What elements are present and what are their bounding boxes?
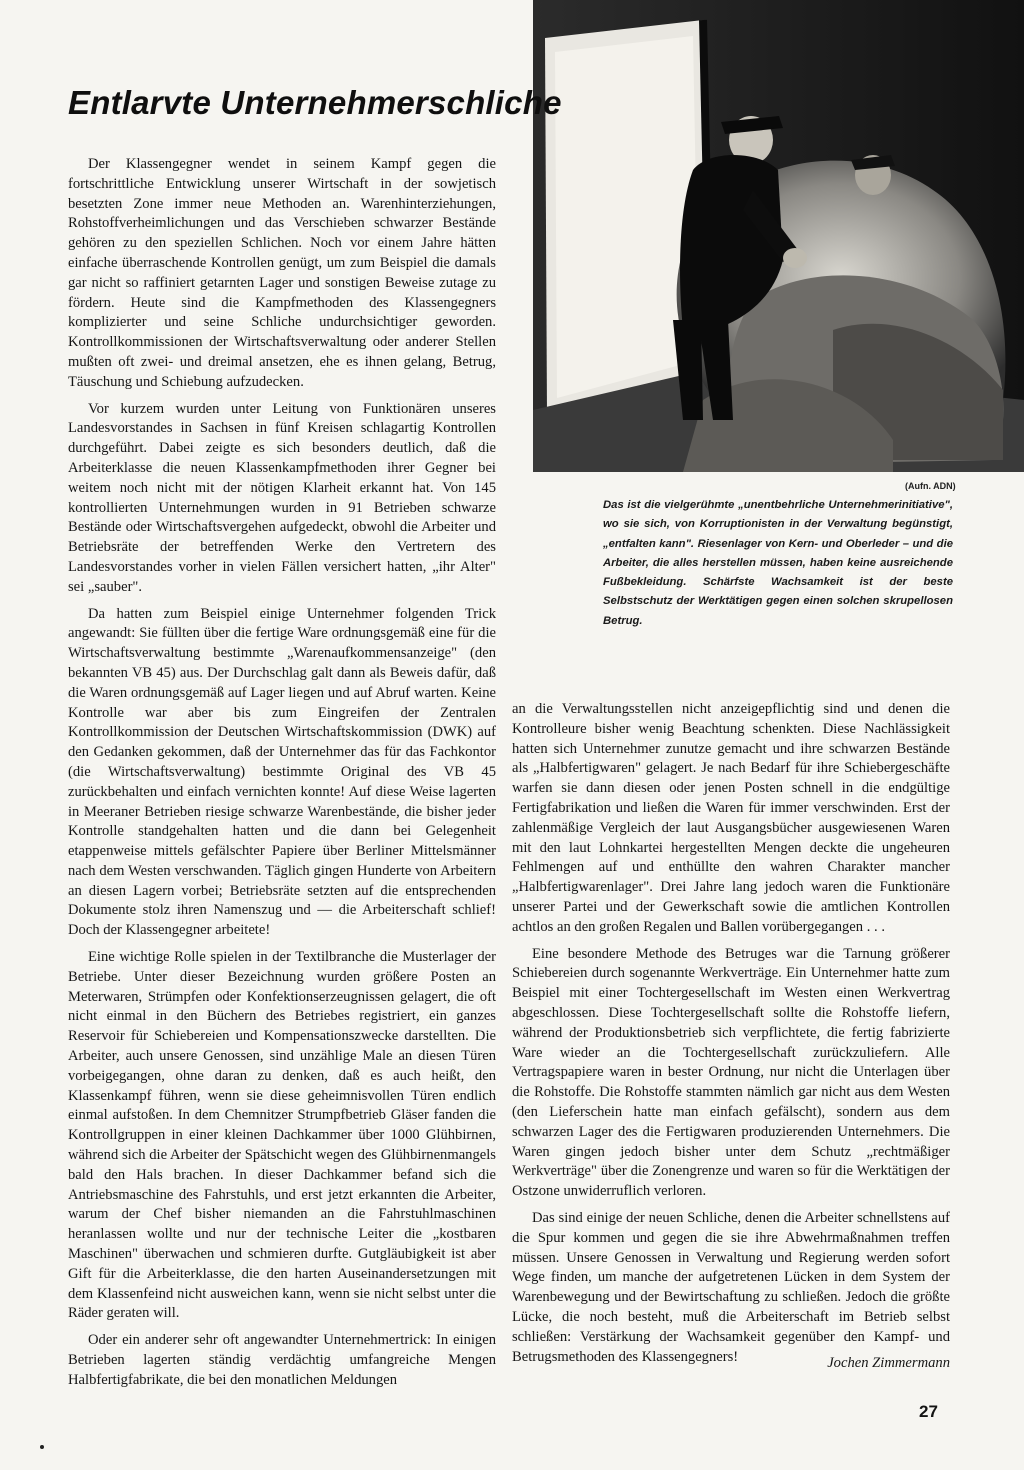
author-signature: Jochen Zimmermann [827,1355,950,1372]
article-column-right [512,700,950,1374]
article-paragraph: Eine wichtige Rolle spielen in der Textilbranche die Musterlager der Betriebe. Unter dieser Bezeichnung wurden größere Posten an Meterwaren, Strümpfen oder Konfektionserzeugnissen gelagert, die oft nicht einmal in den Büchern des Betriebes registriert, ein ganzes Reservoir für Schiebereien und Kompensationszwecke darstellten. Die Arbeiter, auch unsere Genossen, sind unzählige Male an diesen Türen vorbeigegangen, ohne daran zu denken, daß es auch heißt, den Klassenkampf führen, wenn sie diese geheimnisvollen Türen endlich einmal aufstoßen. In dem Chemnitzer Strumpfbetrieb Gläser fanden die Kontrollgruppen in einer kleinen Dachkammer über 1000 Glühbirnen, während sich die Arbeiter der Spätschicht wegen des Glühbirnenmangels bald den Hals brachen. In dieser Dachkammer befand sich die Antriebsmaschine des Fahrstuhls, und erst jetzt erkannten die Arbeiter, warum der Chef bisher niemanden an die Fahrstuhlmaschinen heranlassen wollte und nur der technische Leiter die „kostbaren Maschinen" überwachen und schmieren durfte. Gutgläubigkeit ist aber Gift für die Arbeiterklasse, die den harten Auseinandersetzungen mit dem Klassenfeind nicht ausweichen kann, wenn sie nicht selbst unter die Räder geraten will. [68,949,496,1322]
article-paragraph: an die Verwaltungsstellen nicht anzeigepflichtig sind und denen die Kontrolleure bisher wenig Beachtung schenkten. Diese Nachlässigkeit hatten sich Unternehmer zunutze gemacht und ihre schwarzen Bestände als „Halbfertigwaren" gelagert. Je nach Bedarf für ihre Schiebergeschäfte warfen sie dann diesen oder jenen Posten schnell in die endgültige Fertigfabrikation und ließen die Waren für immer verschwinden. Erst der zahlenmäßige Vergleich der laut Ausgangsbücher ausgewiesenen Waren mit den laut Lohnkartei hergestellten Mengen deckte die ungeheuren Fehlmengen auf und enthüllte den wahren Charakter mancher „Halbfertigwarenlager". Drei Jahre lang jedoch waren die Funktionäre unserer Partei und der Gewerkschaft sowie die amtlichen Kontrollen achtlos an den großen Regalen und Ballen vorübergegangen . . . [512,701,950,935]
photo-caption: Das ist die vielgerühmte „unentbehrliche Unternehmerinitiative", wo sie sich, von Korruptionisten in der Verwaltung begünstigt, „entfalten kann". Riesenlager von Kern- und Oberleder – und die Arbeiter, die alles herstellen müssen, haben keine ausreichende Fußbekleidung. Schärfste Wachsamkeit ist der beste Selbstschutz der Werktätigen gegen einen solchen skrupellosen Betrug. [603,499,953,627]
article-paragraph: Das sind einige der neuen Schliche, denen die Arbeiter schnellstens auf die Spur kommen und gegen die sie ihre Abwehrmaßnahmen treffen müssen. Unsere Genossen in Verwaltung und Regierung werden sofort Wege finden, um manche der aufgetretenen Lücken in dem System der Warenbewegung und der Bewirtschaftung zu schließen. Jedoch die größte Lücke, die noch besteht, muß die Arbeiterschaft im Betrieb selbst schließen: Verstärkung der Wachsamkeit gegenüber den Kampf- und Betrugsmethoden des Klassengegners! [512,1209,950,1365]
article-paragraph: Oder ein anderer sehr oft angewandter Unternehmertrick: In einigen Betrieben lagerten ständig verdächtig umfangreiche Mengen Halbfertigfabrikate, die bei den monatlichen Meldungen [68,1332,496,1388]
photo-leather-warehouse [533,0,1024,472]
article-column-left [68,155,496,1398]
print-speck [40,1445,44,1449]
article-paragraph: Da hatten zum Beispiel einige Unternehmer folgenden Trick angewandt: Sie füllten über die fertige Ware ordnungsgemäß eine für die Wirtschaftsverwaltung bestimmte „Warenaufkommensanzeige" (den bekannten VB 45) aus. Der Durchschlag galt dann als Beweis dafür, daß die Waren ordnungsgemäß auf Lager liegen und auf Abruf warten. Keine Kontrolle war aber bis zum Eingreifen der Zentralen Kontrollkommission der Deutschen Wirtschaftskommission (DWK) auf den Gedanken gekommen, daß der Unternehmer das für das Fachkontor (die Wirtschaftsverwaltung) bestimmte Original des VB 45 zurückbehalten und einfach vernichten konnte! Auf diese Weise lagerten in Meeraner Betrieben riesige schwarze Warenbestände, die bisher jeder Kontrolle standgehalten hatten und die dann bei Gelegenheit etappenweise mittels gefälschter Papiere über Berliner Mittelsmänner nach dem Westen verschwanden. Täglich gingen Hunderte von Arbeitern an diesen Lagern vorbei; Betriebsräte setzten auf die entsprechenden Dokumente stolz ihren Namenszug und — die Arbeiterschaft schlief! Doch der Klassengegner arbeitete! [68,605,496,939]
article-paragraph: Vor kurzem wurden unter Leitung von Funktionären unseres Landesvorstandes in Sachsen in fünf Kreisen schlagartig Kontrollen durchgeführt. Dabei zeigte es sich besonders deutlich, daß die Arbeiterklasse die neuen Klassenkampfmethoden ihrer Gegner bei weitem noch nicht mit der nötigen Klarheit erkannt hat. Von 145 kontrollierten Unternehmungen wurden in 91 Betrieben schwarze Bestände oder Wirtschaftsvergehen aufgedeckt, obwohl die Arbeiter und Betriebsräte der betreffenden Werke den Vertretern des Landesvorstandes vorher in vielen Fällen versichert hatten, „ihr Alter" sei „sauber". [68,400,496,595]
article-paragraph: Der Klassengegner wendet in seinem Kampf gegen die fortschrittliche Entwicklung unserer Wirtschaft in der sowjetisch besetzten Zone immer neue Methoden an. Warenhinterziehungen, Rohstoffverheimlichungen und das Verschieben schwarzer Bestände gehören zu den speziellen Schlichen. Noch vor einem Jahre hätten einfache überraschende Kontrollen genügt, um zum Beispiel die damals gar nicht so raffiniert getarnten Lager und sonstigen Beweise zutage zu fördern. Heute sind die Kampfmethoden des Klassengegners komplizierter und seine Schliche undurchsichtiger geworden. Kontrollkommissionen der Wirtschaftsverwaltung oder anderer Stellen mußten oft zwei- und dreimal ansetzen, ehe es ihnen gelang, Betrug, Täuschung und Schiebung aufzudecken. [68,156,496,390]
photo-image [533,0,1024,472]
photo-credit: (Aufn. ADN) [905,481,956,491]
article-headline: Entlarvte Unternehmerschliche [68,84,562,121]
article-paragraph: Eine besondere Methode des Betruges war die Tarnung größerer Schiebereien durch sogenannte Werkverträge. Ein Unternehmer hatte zum Beispiel mit einer Tochtergesellschaft im Westen einen Werkvertrag abgeschlossen. Diese Tochtergesellschaft sollte die Rohstoffe liefern, während der Produktionsbetrieb sich verpflichtete, die fertig fabrizierte Ware wieder an die Tochtergesellschaft zurückzuliefern. Alle Vertragspapiere waren in bester Ordnung, nur nicht die Unterlagen über die Rohstoffe. Die Rohstoffe stammten nämlich gar nicht aus dem Westen (den Lieferschein hatte man einfach gefälscht), sondern aus dem schwarzen Lager des die Fertigwaren produzierenden Unternehmers. Die Waren gingen jedoch bisher unter dem Schutz „rechtmäßiger Werkverträge" über die Zonengrenze und waren so für die Werktätigen der Ostzone unwiderruflich verloren. [512,945,950,1200]
page-number: 27 [919,1402,938,1421]
